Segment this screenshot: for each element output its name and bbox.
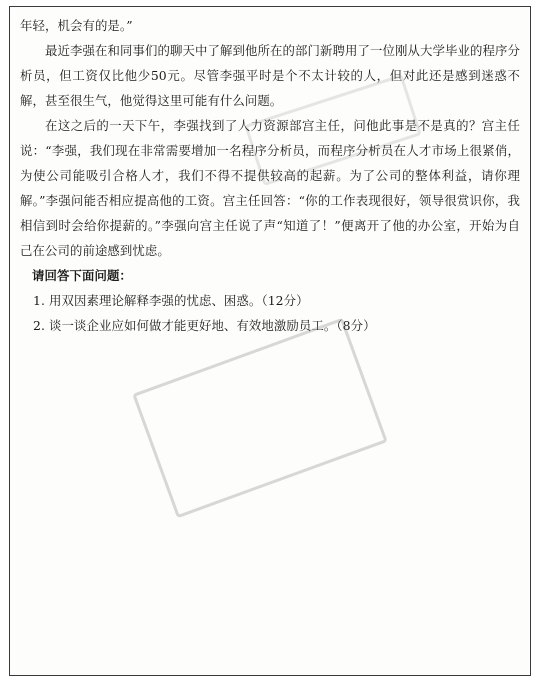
question-1: 1. 用双因素理论解释李强的忧虑、困惑。（12分） [33,293,309,308]
exam-sheet [9,6,531,676]
passage-line-top: 年轻，机会有的是。” [20,18,133,33]
passage-paragraph-1: 最近李强在和同事们的聊天中了解到他所在的部门新聘用了一位刚从大学毕业的程序分析员，但工资仅比他少50元。尽管李强平时是个不太计较的人，但对此还是感到迷惑不解，甚至很生气，他觉得这里可能有什么问题。 [20,43,520,108]
passage-paragraph-2: 在这之后的一天下午，李强找到了人力资源部宫主任，问他此事是不是真的？宫主任说：“李强，我们现在非常需要增加一名程序分析员，而程序分析员在人才市场上很紧俏，为使公司能吸引合格人才，我们不得不提供较高的起薪。为了公司的整体利益，请你理解。”李强问能否相应提高他的工资。宫主任回答：“你的工作表现很好，领导很赏识你，我相信到时会给你提薪的。”李强向宫主任说了声“知道了！”便离开了他的办公室，开始为自己在公司的前途感到忧虑。 [20,118,520,258]
sheet-content [20,13,520,338]
questions-heading: 请回答下面问题： [32,268,132,283]
question-2: 2. 谈一谈企业应如何做才能更好地、有效地激励员工。（8分） [33,318,376,333]
